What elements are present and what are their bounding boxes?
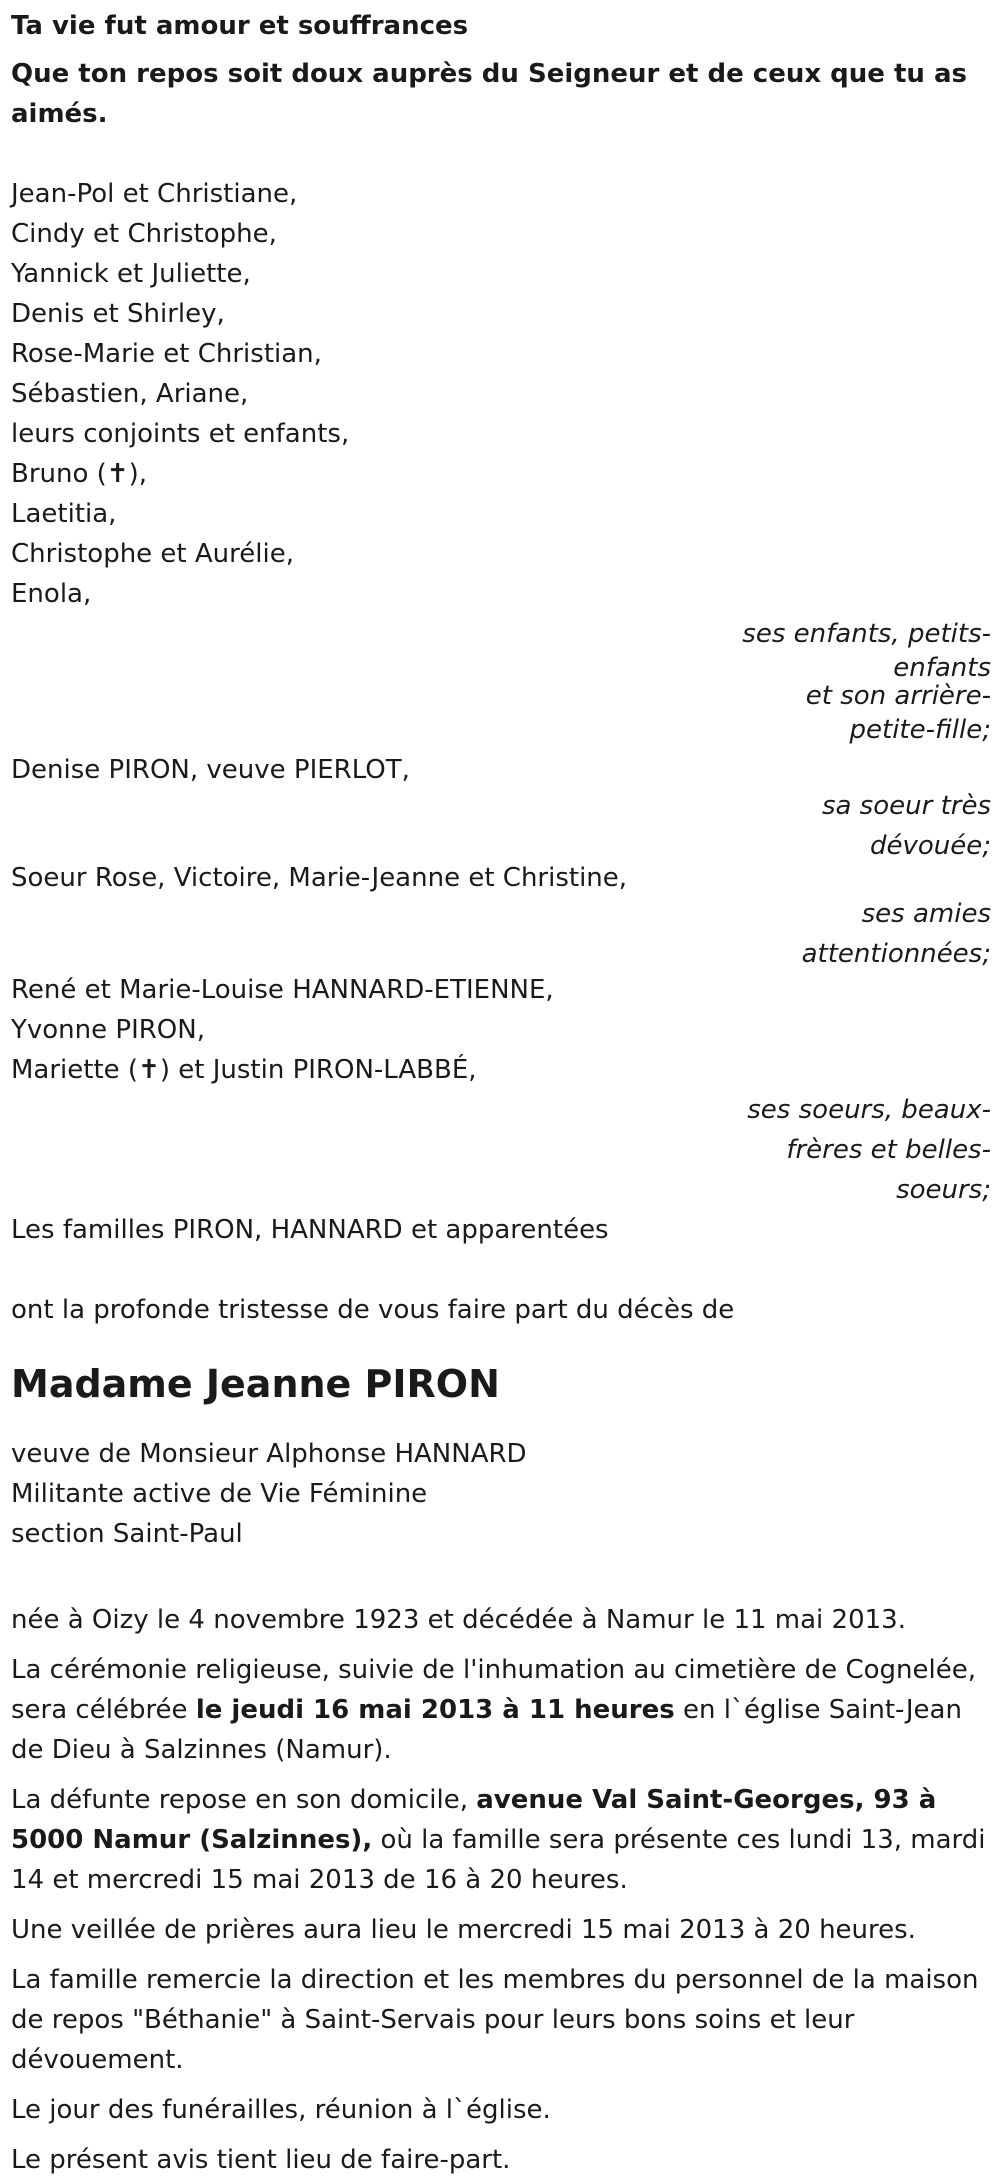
family-member: Bruno (✝), (11, 459, 147, 489)
relation-line: petite-fille; (849, 715, 991, 745)
ceremony-paragraph (11, 1650, 996, 1770)
epitaph-subtitle (11, 54, 1000, 134)
family-member: Soeur Rose, Victoire, Marie-Jeanne et Christine, (11, 863, 628, 893)
siblings-list (11, 970, 1000, 1090)
deceased-detail: Militante active de Vie Féminine (11, 1479, 428, 1509)
family-member: Yvonne PIRON, (11, 1015, 205, 1045)
relation-line: attentionnées; (801, 939, 991, 969)
siblings-relation (11, 1090, 991, 1210)
children-relation (11, 614, 991, 750)
rest-visiting-hours: où la famille sera présente ces lundi 13, mardi 14 et mercredi 15 mai 2013 de 16 à 20 heures. (11, 1825, 986, 1895)
thanks-paragraph: La famille remercie la direction et les membres du personnel de la maison de repos "Béthanie" à Saint-Servais pour leurs bons soins et leur dévouement. (11, 1965, 979, 2075)
family-member: Jean-Pol et Christiane, (11, 179, 298, 209)
family-member: Christophe et Aurélie, (11, 539, 294, 569)
family-member: Laetitia, (11, 499, 117, 529)
deceased-details (11, 1434, 1000, 1554)
relation-line: ses soeurs, beaux- (747, 1095, 991, 1125)
families-entry (11, 1210, 1000, 1250)
spacer (11, 1554, 1000, 1600)
funeral-day-paragraph: Le jour des funérailles, réunion à l`église. (11, 2095, 551, 2125)
rest-text: La défunte repose en son domicile, (11, 1785, 477, 1815)
deceased-detail: veuve de Monsieur Alphonse HANNARD (11, 1439, 527, 1469)
ceremony-date: le jeudi 16 mai 2013 à 11 heures (195, 1695, 675, 1725)
family-member: Enola, (11, 579, 92, 609)
relation-line: ses amies (861, 899, 991, 929)
rest-paragraph (11, 1780, 996, 1900)
birth-death-paragraph: née à Oizy le 4 novembre 1923 et décédée à Namur le 11 mai 2013. (11, 1605, 906, 1635)
relation-line: sa soeur très (821, 791, 991, 821)
family-member: Sébastien, Ariane, (11, 379, 249, 409)
relation-line: soeurs; (896, 1175, 991, 1205)
family-member: Mariette (✝) et Justin PIRON-LABBÉ, (11, 1055, 477, 1085)
sister-relation (11, 786, 991, 866)
announcement-line: ont la profonde tristesse de vous faire part du décès de (11, 1295, 735, 1325)
rest-address: avenue Val Saint-Georges, 93 à 5000 Namur (Salzinnes), (11, 1785, 937, 1855)
relation-line: frères et belles- (786, 1135, 991, 1165)
epitaph-subtitle-line-2: aimés. (11, 99, 108, 129)
notice-paragraph: Le présent avis tient lieu de faire-part. (11, 2145, 511, 2175)
family-member: Cindy et Christophe, (11, 219, 277, 249)
sister-entry (11, 750, 1000, 790)
relation-line: dévouée; (869, 831, 991, 861)
friends-entry (11, 858, 1000, 898)
family-member: René et Marie-Louise HANNARD-ETIENNE, (11, 975, 554, 1005)
announcement (11, 1290, 1000, 1330)
relation-line: enfants (893, 653, 991, 683)
relation-line: et son arrière- (805, 681, 991, 711)
epitaph-subtitle-line-1: Que ton repos soit doux auprès du Seigneur et de ceux que tu as (11, 59, 967, 89)
epitaph-title: Ta vie fut amour et souffrances (11, 11, 469, 41)
family-member: Rose-Marie et Christian, (11, 339, 322, 369)
deceased-detail: section Saint-Paul (11, 1519, 243, 1549)
family-member: leurs conjoints et enfants, (11, 419, 350, 449)
vigil-paragraph: Une veillée de prières aura lieu le mercredi 15 mai 2013 à 20 heures. (11, 1915, 916, 1945)
ceremony-location: en l`église Saint-Jean de Dieu à Salzinnes (Namur). (11, 1695, 962, 1765)
family-member: Yannick et Juliette, (11, 259, 251, 289)
friends-relation (11, 894, 991, 974)
family-member: Denise PIRON, veuve PIERLOT, (11, 755, 410, 785)
children-list (11, 174, 1000, 614)
spacer (11, 1250, 1000, 1290)
relation-line: ses enfants, petits- (742, 619, 991, 649)
spacer (11, 134, 1000, 174)
families-line: Les familles PIRON, HANNARD et apparentées (11, 1215, 609, 1245)
deceased-name: Madame Jeanne PIRON (11, 1362, 500, 1406)
ceremony-text: La cérémonie religieuse, suivie de l'inhumation au cimetière de Cognelée, sera célébrée (11, 1655, 976, 1725)
family-member: Denis et Shirley, (11, 299, 225, 329)
